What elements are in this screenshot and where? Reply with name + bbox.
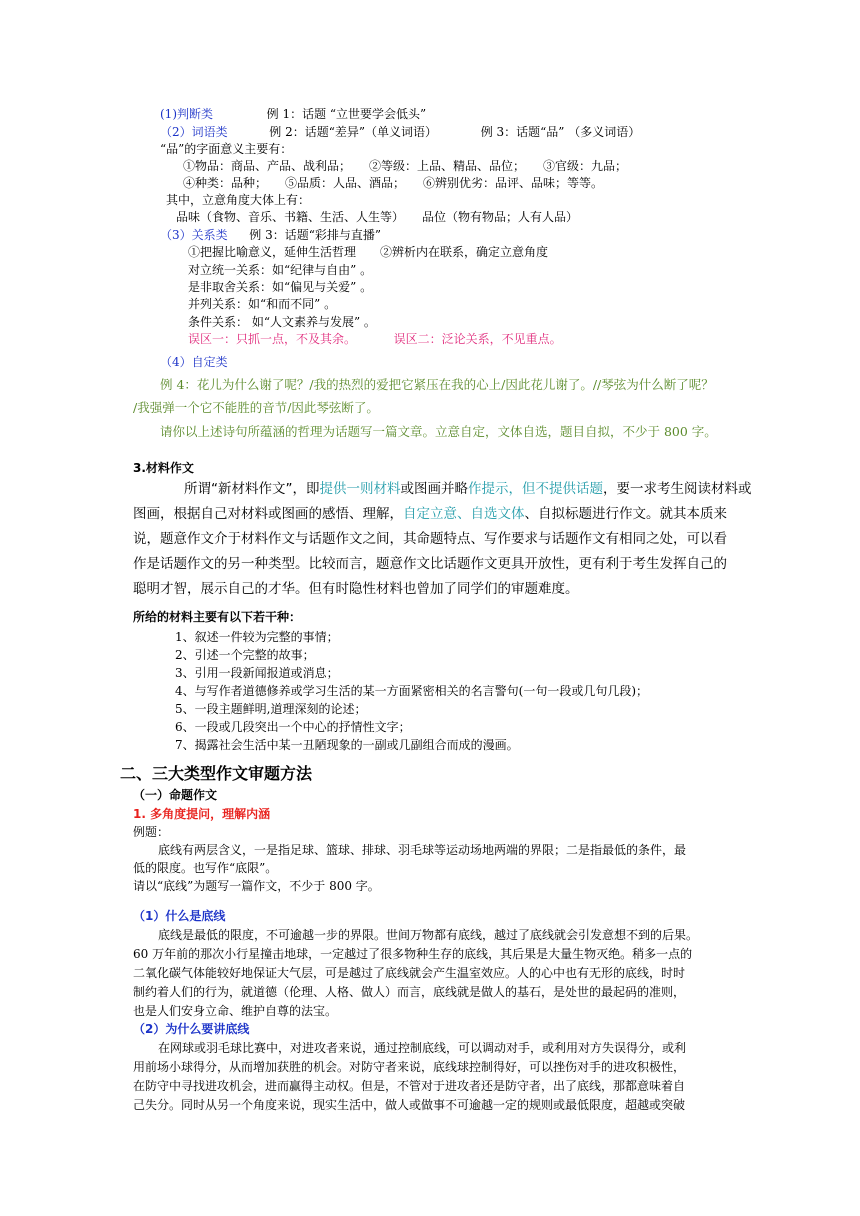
text-line: 对立统一关系：如“纪律与自由” 。 — [188, 263, 373, 277]
section-heading: 二、三大类型作文审题方法 — [120, 764, 313, 783]
paragraph-line: 作是话题作文的另一种类型。比较而言，题意作文比话题作文更具开放性，更有利于考生发挥自己的 — [133, 556, 727, 572]
prompt-line: 请你以上述诗句所蕴涵的哲理为话题写一篇文章。立意自定，文体自选，题目自拟，不少于 800 字。 — [160, 424, 717, 439]
text-line: 其中，立意角度大体上有： — [166, 193, 311, 207]
answer-line: 也是人们安身立命、维护自尊的法宝。 — [133, 1004, 338, 1018]
list-item: 3、引用一段新闻报道或消息； — [175, 666, 339, 680]
text-line: ①物品：商品、产品、战利品； ②等级：上品、精品、品位； ③官级：九品； — [183, 159, 628, 173]
category-relation-line — [160, 227, 381, 243]
text-line: 并列关系：如“和而不同” 。 — [188, 297, 337, 311]
example-line: 低的限度。也写作“底限”。 — [133, 861, 278, 875]
paragraph-line — [184, 479, 752, 499]
text-span: 、自拟标题进行作文。就其本质来 — [524, 506, 727, 522]
poem-line: 例 4：花儿为什么谢了呢？/我的热烈的爱把它紧压在我的心上/因此花儿谢了。//琴弦为什么断了呢？ — [160, 377, 714, 392]
example-text: 例 3：话题“彩排与直播” — [249, 228, 382, 242]
category-label: （3）关系类 — [160, 228, 228, 242]
text-span: 图画，根据自己对材料或图画的感悟、理解， — [133, 506, 403, 522]
question-heading: （1）什么是底线 — [133, 909, 226, 923]
text-line: ④种类：品种； ⑤品质：人品、酒品； ⑥辨别优劣：品评、品味；等等。 — [183, 176, 604, 190]
category-self-defined: （4）自定类 — [160, 355, 228, 369]
text-line: 品味（食物、音乐、书籍、生活、人生等） 品位（物有物品；人有人品） — [176, 210, 579, 224]
point-heading: 1. 多角度提问，理解内涵 — [133, 807, 271, 821]
highlight-span: 提供一则材料 — [319, 481, 401, 497]
text-span: 所谓“新材料作文”，即 — [184, 481, 320, 497]
paragraph-line — [133, 504, 727, 524]
example-text: 例 1：话题 “立世要学会低头” — [266, 107, 427, 121]
list-item: 1、叙述一件较为完整的事情； — [175, 630, 339, 644]
list-item: 2、引述一个完整的故事； — [175, 648, 315, 662]
example-label: 例题： — [133, 825, 170, 839]
example-line: 请以“底线”为题写一篇作文，不少于 800 字。 — [133, 879, 380, 893]
answer-line: 在网球或羽毛球比赛中，对进攻者来说，通过控制底线，可以调动对手，或利用对方失误得分，或利 — [158, 1041, 687, 1055]
answer-line: 二氧化碳气体能较好地保证大气层，可是越过了底线就会产生温室效应。人的心中也有无形的底线，时时 — [133, 966, 686, 980]
example-text: 例 2：话题“差异”（单义词语） — [269, 125, 438, 139]
category-label: （2）词语类 — [160, 125, 228, 139]
misconception-one: 误区一：只抓一点，不及其余。 — [188, 332, 357, 346]
misconception-two: 误区二：泛论关系，不见重点。 — [393, 332, 562, 346]
highlight-span: 作提示，但不提供话题 — [468, 481, 603, 497]
poem-line: /我强弹一个它不能胜的音节/因此琴弦断了。 — [133, 400, 379, 415]
material-types-heading: 所给的材料主要有以下若干种： — [133, 610, 302, 624]
text-span: ，要一求考生阅读材料或 — [603, 481, 752, 497]
text-span: 或图画并略 — [400, 481, 468, 497]
text-line: “品”的字面意义主要有： — [160, 142, 293, 156]
answer-line: 己失分。同时从另一个角度来说，现实生活中，做人或做事不可逾越一定的规则或最低限度，超越或突破 — [133, 1098, 686, 1112]
answer-line: 制约着人们的行为，就道德（伦理、人格、做人）而言，底线就是做人的基石，是处世的最起码的准则， — [133, 985, 686, 999]
list-item: 7、揭露社会生活中某一丑陋现象的一副或几副组合而成的漫画。 — [175, 738, 519, 752]
misconception-line — [188, 331, 562, 347]
example-line: 底线有两层含义，一是指足球、篮球、排球、羽毛球等运动场地两端的界限；二是指最低的条件，最 — [158, 843, 687, 857]
list-item: 5、一段主题鲜明,道理深刻的论述； — [175, 702, 367, 716]
example-text: 例 3：话题“品” （多义词语） — [480, 125, 641, 139]
list-item: 4、与写作者道德修养或学习生活的某一方面紧密相关的名言警句(一句一段或几句几段)； — [175, 684, 649, 698]
answer-line: 底线是最低的限度，不可逾越一步的界限。世间万物都有底线，越过了底线就会引发意想不到的后果。 — [158, 928, 699, 942]
list-item: 6、一段或几段突出一个中心的抒情性文字； — [175, 720, 411, 734]
category-label: (1)判断类 — [160, 107, 213, 121]
paragraph-line: 聪明才智，展示自己的才华。但有时隐性材料也曾加了同学们的审题难度。 — [133, 581, 579, 597]
category-judgment-line — [160, 106, 426, 122]
text-line: 条件关系： 如“人文素养与发展” 。 — [188, 315, 376, 329]
subsection-heading: （一）命题作文 — [133, 788, 218, 802]
answer-line: 用前场小球得分，从而增加获胜的机会。对防守者来说，底线球控制得好，可以挫伤对手的进攻积极性， — [133, 1060, 686, 1074]
answer-line: 60 万年前的那次小行星撞击地球，一定越过了很多物种生存的底线，其后果是大量生物灭绝。稍多一点的 — [133, 947, 693, 961]
material-essay-heading: 3.材料作文 — [133, 461, 194, 475]
category-word-line — [160, 124, 640, 140]
highlight-span: 自定立意、自选文体 — [403, 506, 525, 522]
paragraph-line: 说，题意作文介于材料作文与话题作文之间，其命题特点、写作要求与话题作文有相同之处，可以看 — [133, 531, 727, 547]
answer-line: 在防守中寻找进攻机会，进而赢得主动权。但是，不管对于进攻者还是防守者，出了底线，那都意味着自 — [133, 1079, 686, 1093]
question-heading: （2）为什么要讲底线 — [133, 1022, 250, 1036]
text-line: ①把握比喻意义，延伸生活哲理 ②辨析内在联系，确定立意角度 — [188, 245, 549, 259]
text-line: 是非取舍关系：如“偏见与关爱” 。 — [188, 280, 373, 294]
